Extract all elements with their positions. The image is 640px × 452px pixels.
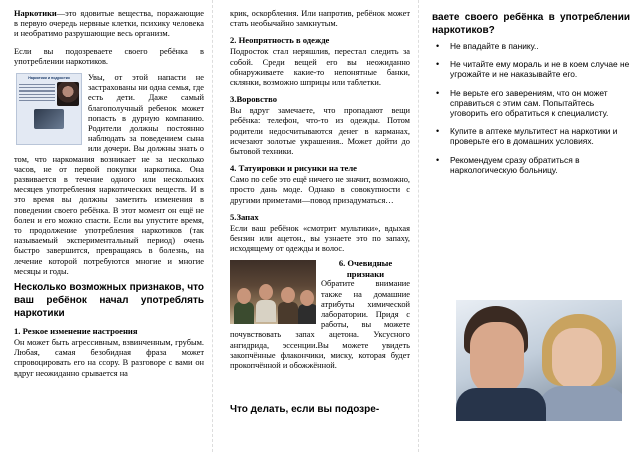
teenagers-photo [230, 260, 316, 324]
sign6-section [230, 258, 410, 371]
intro-definition: —это ядовитые вещества, поражающие в первую очередь нервные клетки, психику человека и необратимо разрушающие весь организм. [14, 9, 204, 39]
sign1-title: 1. Резкое изменение настроения [14, 326, 138, 337]
sign2-title: 2. Неопрятность в одежде [230, 35, 330, 46]
mother-and-son-photo [456, 300, 622, 421]
signs-heading: Несколько возможных признаков, что ваш ребёнок начал употреблять наркотики [14, 282, 204, 320]
sign5-title: 5.Запах [230, 211, 259, 222]
sign4-title: 4. Татуировки и рисунки на теле [230, 163, 357, 174]
what-to-do-heading: Что делать, если вы подозре- [230, 404, 380, 415]
bullet-icon: • [436, 126, 440, 137]
sign6-title-line2: признаки [346, 268, 385, 279]
sign5-text: Если ваш ребёнок «смотрит мультики», вдыхая бензин или ацетон., вы узнаете это по запаху, исходящему от одежды и волос. [230, 223, 410, 254]
sign6-title-line1: 6. Очевидные [338, 258, 393, 269]
sign2-text: Подросток стал неряшлив, перестал следить за собой. Среди вещей его вы неожиданно обнаруживаете какие-то непонятные банки, склянки, возможно шприцы или таблетки. [230, 47, 410, 88]
sign1-continued: крик, оскорбления. Или напротив, ребёнок может стать необычайно замкнутым. [230, 9, 410, 29]
intro-paragraph [14, 9, 204, 40]
inset-lower-photo [34, 109, 64, 129]
sign3-title: 3.Воровство [230, 94, 277, 105]
sign1-text: Он может быть агрессивным, взвинченным, грубым. Любая, самая безобидная фраза может спровоцировать его на ссору. В разговоре с вами он вдруг неожиданно срывается на [14, 338, 204, 378]
advice-item: • Не читайте ему мораль и не в коем случае не угрожайте и не наказывайте его. [436, 59, 630, 80]
advice-list [432, 41, 630, 175]
column-middle [212, 0, 418, 452]
advice-item: • Не верьте его заверениям, что он может справиться с этим сам. Попытайтесь уговорить его обратиться к специалисту. [436, 87, 609, 119]
bullet-icon: • [436, 154, 440, 165]
bullet-icon: • [436, 87, 440, 98]
main-body-paragraph: Увы, от этой напасти не застрахованы ни одна семья, где есть дети. Даже самый благополучный ребенок может попасть в дурную компанию. Родители должны постоянно наблюдать за поведением сына или дочери. Вы должны знать о том, что наркомания возникает не за несколько часов, не от первой покупки наркотика. Она развивается в течение одного или нескольких месяцев употребления наркотических веществ. И в это время вы должны заметить изменения в поведении своего ребёнка. В этот момент он ещё не болен и его можно спасти. Если вы упустите время, то продолжение употребления наркотиков (так называемый экспериментальный период) очень быстро завершится, превращаясь в болезнь, на лечение которой потребуются многие и многие месяцы и годы. [14, 73, 204, 276]
bullet-icon: • [436, 59, 440, 70]
inset-face-photo [57, 82, 79, 106]
bullet-icon: • [436, 41, 440, 51]
sign4-text: Само по себе это ещё ничего не значит, возможно, просто дань моде. Однако в совокупности с другими приметами—повод призадуматься… [230, 175, 410, 205]
suspicion-paragraph: Если вы подозреваете своего ребёнка в употреблении наркотиков. [14, 46, 204, 66]
inset-poster-image [16, 73, 82, 145]
intro-term: Наркотики [14, 9, 57, 18]
advice-item: • Рекомендуем сразу обратиться в наркологическую больницу. [436, 154, 580, 175]
sign6-text: Обратите внимание также на домашние атрибуты химической лаборатории. Придя с работы, вы можете почувствовать запах ацетона. Уксусного ангидрида, эссенции.Вы можете увидеть закопчённые флакончики, миску, которая будет прокопчённой и обожжённой. [230, 279, 410, 371]
advice-item: • Купите в аптеке мультитест на наркотики и проверьте его в домашних условиях. [436, 126, 618, 147]
sign3-text: Вы вдруг замечаете, что пропадают вещи ребёнка: телефон, что-то из одежды. Потом родители недосчитываются денег в карманах, исчезают золотые украшения.. Может дойти до бытовой техники. [230, 106, 410, 157]
column-left [0, 0, 212, 452]
inset-poster-title: Наркотики и подростки [28, 76, 70, 81]
advice-item: • Не впадайте в панику.. [436, 41, 539, 51]
what-to-do-heading-cont: ваете своего ребёнка в употреблении наркотиков? [432, 12, 630, 36]
